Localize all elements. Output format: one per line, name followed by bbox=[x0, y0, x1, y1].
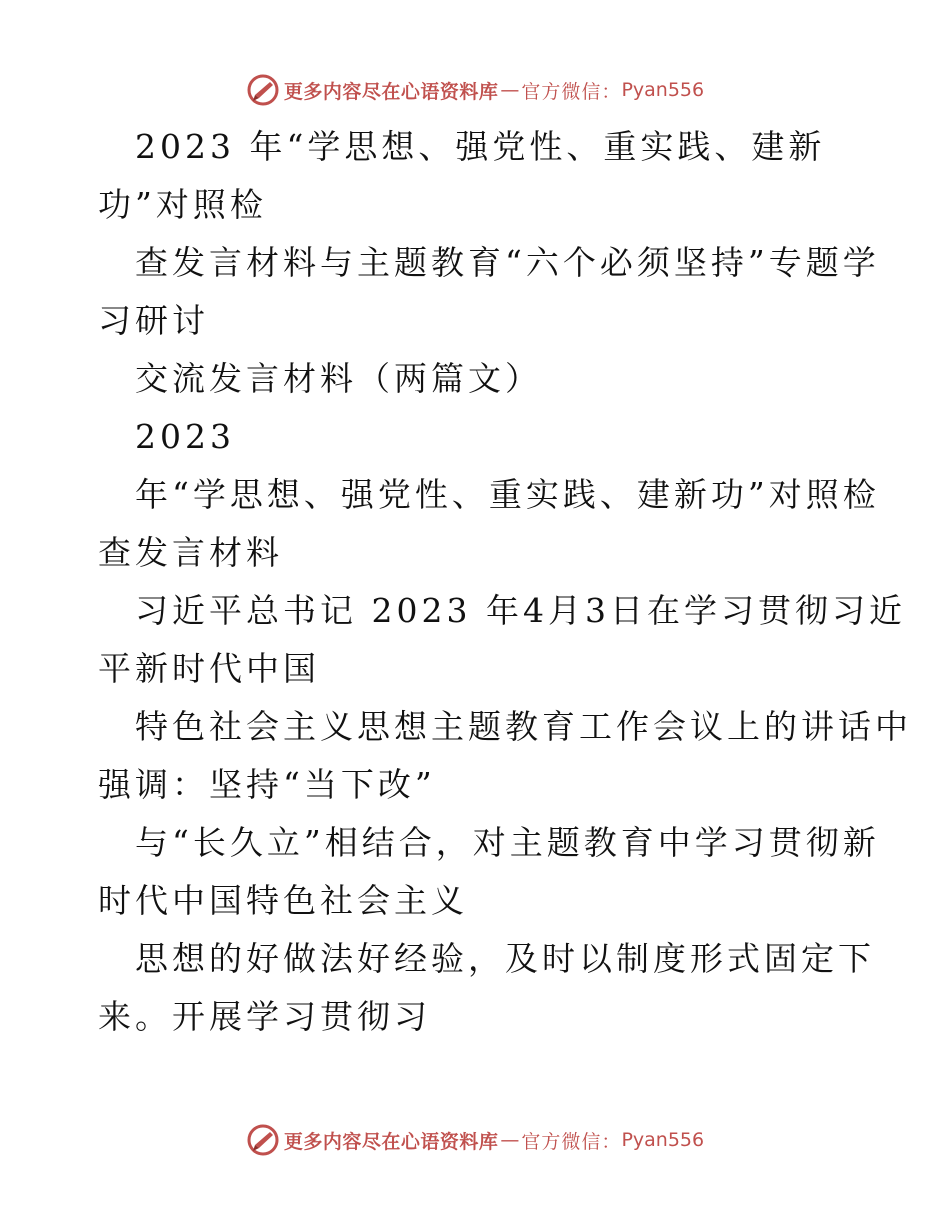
header-watermark bbox=[0, 72, 950, 108]
watermark-dash: — bbox=[500, 79, 520, 101]
watermark-text: 更多内容尽在心语资料库 bbox=[283, 80, 499, 103]
text-line-13: 与“长久立”相结合，对主题教育中学习贯彻新 bbox=[135, 823, 880, 862]
watermark-account-id: Pyan556 bbox=[621, 1129, 705, 1151]
text-line-12: 强调：坚持“当下改” bbox=[98, 765, 436, 804]
watermark-dash: — bbox=[500, 1129, 520, 1151]
text-line-10: 平新时代中国 bbox=[98, 649, 320, 688]
watermark-account-label: 官方微信： bbox=[521, 1130, 622, 1153]
text-line-11: 特色社会主义思想主题教育工作会议上的讲话中 bbox=[135, 707, 912, 746]
watermark-account-id: Pyan556 bbox=[621, 79, 705, 101]
text-line-7: 年“学思想、强党性、重实践、建新功”对照检 bbox=[135, 475, 880, 514]
watermark-account-label: 官方微信： bbox=[521, 80, 622, 103]
document-body bbox=[98, 122, 912, 1050]
text-line-6: 2023 bbox=[135, 417, 235, 456]
brand-logo-icon bbox=[246, 73, 280, 107]
text-line-4: 习研讨 bbox=[98, 301, 209, 340]
text-line-2: 功”对照检 bbox=[98, 185, 267, 224]
brand-logo-icon bbox=[246, 1123, 280, 1157]
text-line-15: 思想的好做法好经验，及时以制度形式固定下 bbox=[135, 939, 875, 978]
footer-watermark bbox=[0, 1122, 950, 1158]
text-line-5: 交流发言材料（两篇文） bbox=[135, 359, 542, 398]
text-line-14: 时代中国特色社会主义 bbox=[98, 881, 468, 920]
text-line-9: 习近平总书记 2023 年4月3日在学习贯彻习近 bbox=[135, 591, 906, 630]
watermark-text: 更多内容尽在心语资料库 bbox=[283, 1130, 499, 1153]
text-line-8: 查发言材料 bbox=[98, 533, 283, 572]
text-line-1: 2023 年“学思想、强党性、重实践、建新 bbox=[135, 127, 826, 166]
text-line-3: 查发言材料与主题教育“六个必须坚持”专题学 bbox=[135, 243, 880, 282]
text-line-16: 来。开展学习贯彻习 bbox=[98, 997, 431, 1036]
